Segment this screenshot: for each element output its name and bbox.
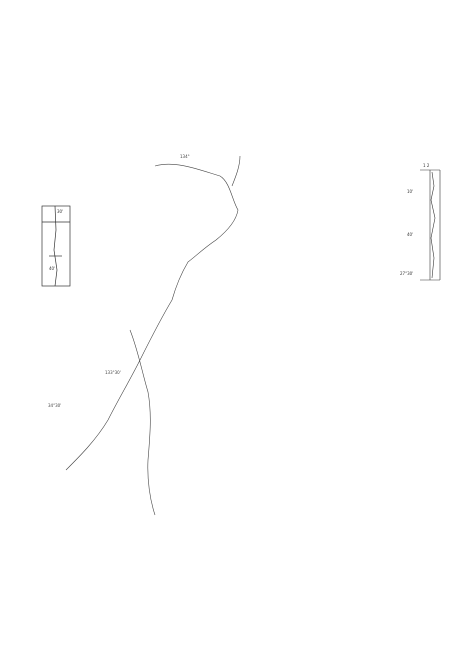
svg-text:34°30': 34°30' xyxy=(48,403,62,408)
svg-text:133°30': 133°30' xyxy=(105,370,121,375)
svg-text:10': 10' xyxy=(407,189,414,194)
left-inset-map xyxy=(42,206,70,286)
svg-text:27°30': 27°30' xyxy=(400,271,414,276)
svg-text:40': 40' xyxy=(407,232,414,237)
svg-text:1 2: 1 2 xyxy=(423,163,430,168)
coastline xyxy=(66,156,240,515)
map-coordinate-labels xyxy=(48,154,190,408)
svg-text:40': 40' xyxy=(49,266,56,271)
right-inset-chart xyxy=(400,163,440,280)
svg-text:134°: 134° xyxy=(180,154,190,159)
svg-text:30': 30' xyxy=(57,209,64,214)
